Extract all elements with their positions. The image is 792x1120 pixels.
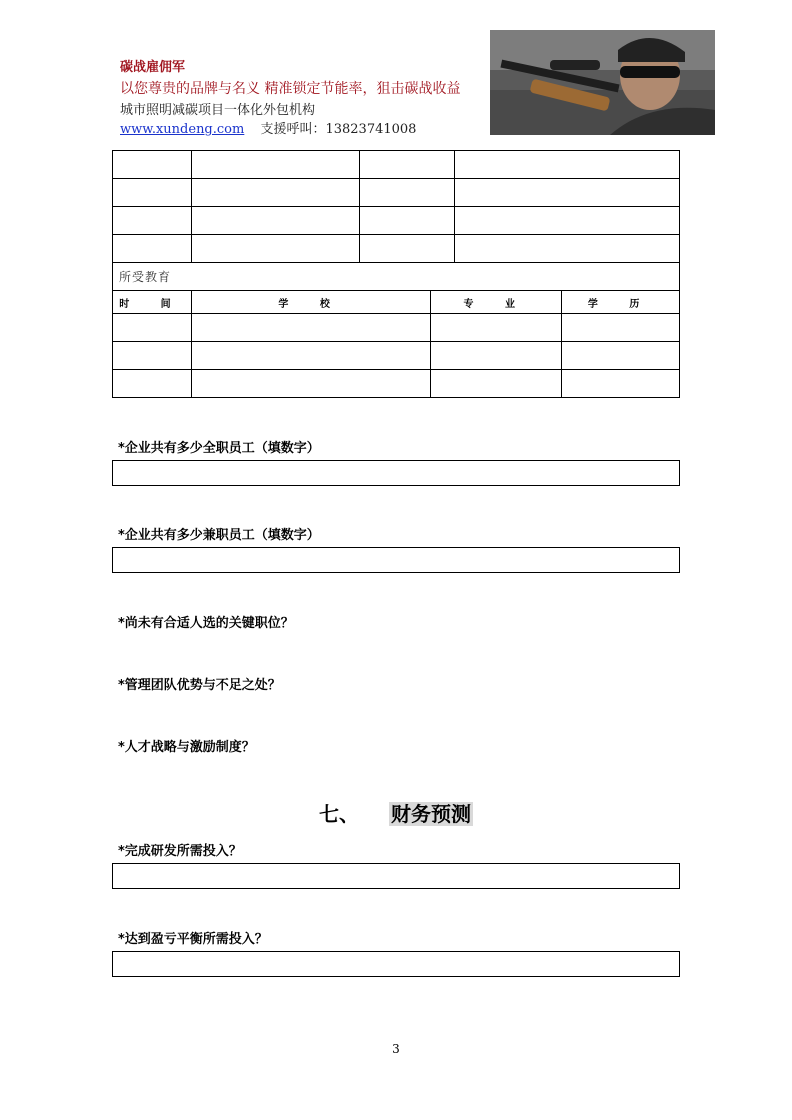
question-parttime-staff: *企业共有多少兼职员工（填数字） — [118, 528, 320, 543]
question-team-strengths: *管理团队优势与不足之处？ — [118, 678, 281, 693]
education-title: 所受教育 — [113, 263, 680, 291]
section-title: 财务预测 — [391, 802, 471, 826]
table-cell[interactable] — [455, 179, 680, 207]
fulltime-staff-input[interactable] — [112, 460, 680, 486]
table-cell[interactable] — [359, 179, 455, 207]
column-header-time: 时 间 — [113, 291, 192, 314]
table-cell[interactable] — [431, 370, 562, 398]
table-row — [113, 179, 680, 207]
table-cell[interactable] — [359, 207, 455, 235]
education-title-row — [113, 263, 680, 291]
table-cell[interactable] — [191, 235, 359, 263]
table-row — [113, 342, 680, 370]
section-heading — [0, 798, 792, 827]
column-header-school: 学 校 — [191, 291, 431, 314]
table-cell[interactable] — [359, 235, 455, 263]
table-cell[interactable] — [562, 370, 680, 398]
table-row — [113, 207, 680, 235]
table-row — [113, 314, 680, 342]
parttime-staff-input[interactable] — [112, 547, 680, 573]
table-cell[interactable] — [191, 370, 431, 398]
table-cell[interactable] — [455, 151, 680, 179]
question-key-positions: *尚未有合适人选的关键职位？ — [118, 616, 294, 631]
question-fulltime-staff: *企业共有多少全职员工（填数字） — [118, 441, 320, 456]
table-cell[interactable] — [113, 314, 192, 342]
table-cell[interactable] — [191, 207, 359, 235]
rnd-investment-input[interactable] — [112, 863, 680, 889]
question-breakeven-investment: *达到盈亏平衡所需投入？ — [118, 932, 268, 947]
brand-name: 碳战雇佣军 — [120, 60, 186, 75]
education-table — [112, 262, 680, 398]
table-cell[interactable] — [113, 179, 192, 207]
table-cell[interactable] — [191, 151, 359, 179]
breakeven-investment-input[interactable] — [112, 951, 680, 977]
table-cell[interactable] — [113, 370, 192, 398]
section-number: 七、 — [319, 802, 359, 826]
table-cell[interactable] — [191, 342, 431, 370]
table-cell[interactable] — [455, 207, 680, 235]
table-cell[interactable] — [191, 314, 431, 342]
hotline-text: 支援呼叫：13823741008 — [260, 122, 417, 137]
table-row — [113, 151, 680, 179]
table-cell[interactable] — [562, 342, 680, 370]
brand-slogan: 以您尊贵的品牌与名义 精准锁定节能率，狙击碳战收益 — [120, 81, 461, 97]
question-talent-strategy: *人才战略与激励制度？ — [118, 740, 255, 755]
table-cell[interactable] — [359, 151, 455, 179]
table-cell[interactable] — [431, 314, 562, 342]
header-photo — [490, 30, 715, 135]
brand-subtitle: 城市照明减碳项目一体化外包机构 — [120, 103, 316, 118]
column-header-major: 专 业 — [431, 291, 562, 314]
table-cell[interactable] — [455, 235, 680, 263]
table-cell[interactable] — [113, 235, 192, 263]
education-header-row — [113, 291, 680, 314]
info-table — [112, 150, 680, 263]
page-number: 3 — [392, 1042, 400, 1056]
contact-line — [120, 118, 416, 137]
table-cell[interactable] — [113, 342, 192, 370]
column-header-degree: 学 历 — [562, 291, 680, 314]
table-row — [113, 235, 680, 263]
table-row — [113, 370, 680, 398]
website-link[interactable]: www.xundeng.com — [120, 122, 245, 137]
table-cell[interactable] — [431, 342, 562, 370]
table-cell[interactable] — [113, 151, 192, 179]
sniper-image — [490, 30, 715, 135]
table-cell[interactable] — [191, 179, 359, 207]
table-cell[interactable] — [562, 314, 680, 342]
question-rnd-investment: *完成研发所需投入？ — [118, 844, 242, 859]
table-cell[interactable] — [113, 207, 192, 235]
